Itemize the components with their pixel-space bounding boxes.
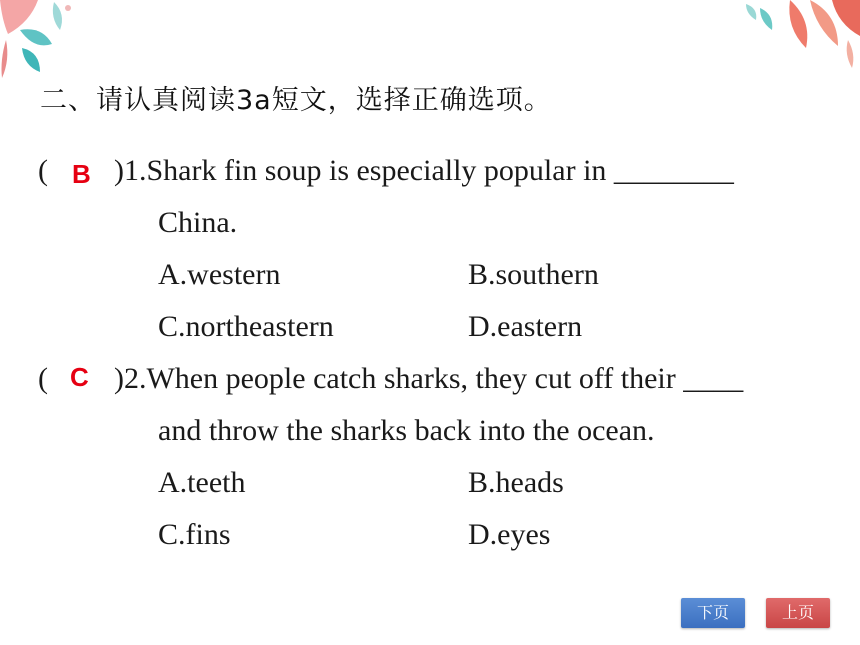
answer-paren-open: ( <box>38 154 48 187</box>
leaf-decoration-left <box>0 0 110 85</box>
question-stem-continued: and throw the sharks back into the ocean. <box>158 414 655 447</box>
option-c: C.fins <box>158 518 231 551</box>
option-b: B.heads <box>468 466 564 499</box>
option-a: A.western <box>158 258 281 291</box>
option-c: C.northeastern <box>158 310 334 343</box>
answer-label: C <box>70 362 89 392</box>
leaf-decoration-right <box>720 0 860 70</box>
next-page-button[interactable]: 下页 <box>681 598 745 628</box>
question-stem: )1.Shark fin soup is especially popular in ________ <box>114 154 734 187</box>
previous-page-button[interactable]: 上页 <box>766 598 830 628</box>
option-d: D.eastern <box>468 310 583 343</box>
answer-label: B <box>72 159 91 189</box>
answer-paren-open: ( <box>38 362 48 395</box>
question-stem-continued: China. <box>158 206 238 239</box>
section-title: 二、请认真阅读3a短文，选择正确选项。 <box>40 85 552 116</box>
option-a: A.teeth <box>158 466 246 499</box>
option-b: B.southern <box>468 258 599 291</box>
question-stem: )2.When people catch sharks, they cut off their ____ <box>114 362 744 395</box>
option-d: D.eyes <box>468 518 551 551</box>
